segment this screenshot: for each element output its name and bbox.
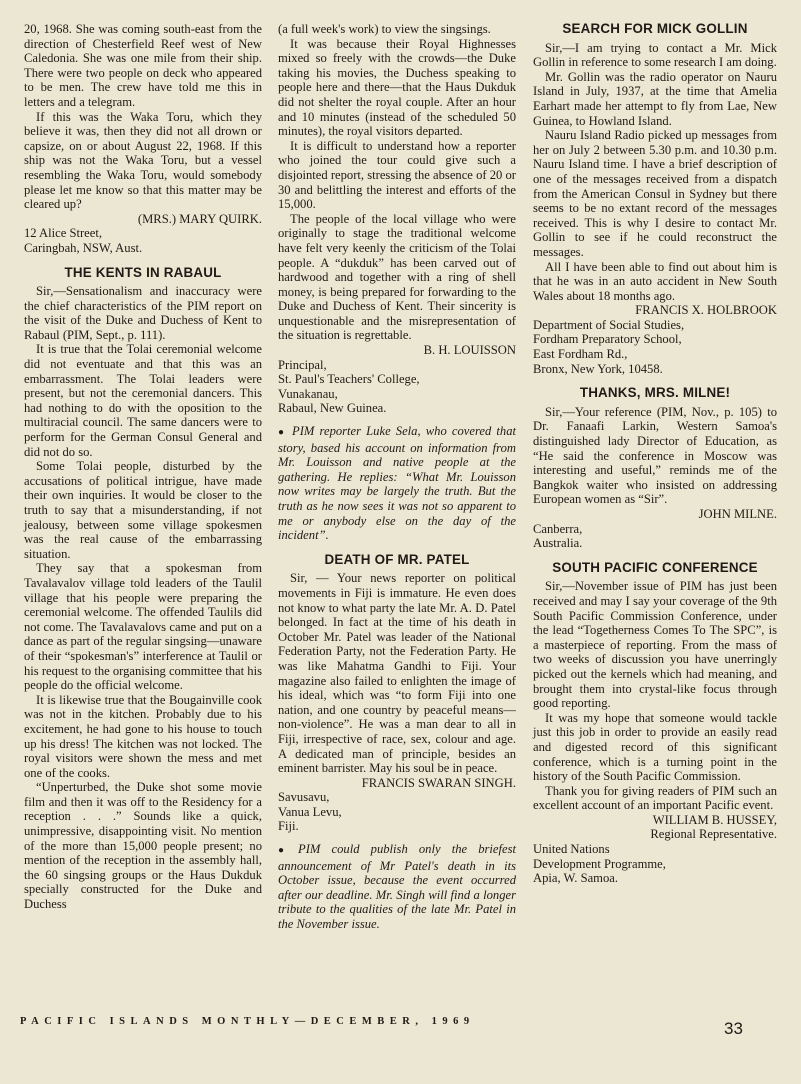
letter-paragraph: It was because their Royal Highnesses mixed so freely with the crowds—the Duke taking his movies, the Duchess speaking to people here and there—that the Haus Dukduk did not shelter the royal couple. After an hour and 10 minutes (instead of the scheduled 50 minutes), the royal visitors departed. xyxy=(278,36,516,139)
letter-address: 12 Alice Street, xyxy=(24,226,102,241)
letter-address: Vunakanau, xyxy=(278,386,338,401)
column-3 xyxy=(533,22,777,886)
column-2 xyxy=(278,22,516,932)
letter-paragraph: It is difficult to understand how a reporter who joined the tour could give such a disjointed report, stressing the absence of 20 or 30 and belittling the interest and efforts of the 15,000. xyxy=(278,138,516,212)
editor-note xyxy=(278,424,516,543)
section-heading: THE KENTS IN RABAUL xyxy=(64,264,222,280)
editor-note-text: PIM could publish only the briefest announcement of Mr Patel's death in its October issue, because the event occurred after our deadline. Mr. Singh will find a longer tribute to the qualities of the late Mr. Patel in the November issue. xyxy=(278,842,516,932)
letter-signature: (MRS.) MARY QUIRK. xyxy=(137,211,262,226)
letter-signature: WILLIAM B. HUSSEY, xyxy=(652,812,777,827)
letter-paragraph: Thank you for giving readers of PIM such an excellent account of an important Pacific event. xyxy=(533,783,777,813)
letter-address: Australia. xyxy=(533,536,583,551)
letter-address: Savusavu, xyxy=(278,790,330,805)
letter-signature: Regional Representative. xyxy=(650,827,777,842)
letter-address: Principal, xyxy=(278,357,327,372)
letter-address: Apia, W. Samoa. xyxy=(533,871,619,886)
letter-paragraph: Sir,—Sensationalism and inaccuracy were the chief characteristics of the PIM report on the visit of the Duke and Duchess of Kent to Rabaul (PIM, Sept., p. 111). xyxy=(24,284,262,342)
running-footer: PACIFIC ISLANDS MONTHLY—DECEMBER, 1969 xyxy=(20,1016,475,1027)
letter-address: Rabaul, New Guinea. xyxy=(278,401,387,416)
letter-address: Fordham Preparatory School, xyxy=(533,332,682,347)
letter-paragraph: “Unperturbed, the Duke shot some movie film and then it was off to the Residency for a reception . . .” Sounds like a quick, unimpressive, disappointing visit. No mention of the more than 15,000 people present; no mention of the reception in the assembly hall, the 60 singsing groups or the Haus Dukduk specially constructed for the Duke and Duchess xyxy=(24,780,262,912)
letter-address: East Fordham Rd., xyxy=(533,347,628,362)
section-heading: THANKS, MRS. MILNE! xyxy=(579,385,731,401)
letter-paragraph: It is true that the Tolai ceremonial welcome did not eventuate and that this was an embarrassment. The Tolai leaders were present, but not the ceremonial dancers. This had nothing to do with the oposition to the multiracial council. The same dancers were to perform for the German Consul General and did not do so. xyxy=(24,342,262,459)
letter-address: Canberra, xyxy=(533,521,583,536)
letter-signature: FRANCIS X. HOLBROOK xyxy=(635,303,777,318)
letter-paragraph: (a full week's work) to view the singsings. xyxy=(278,22,491,36)
letter-paragraph: If this was the Waka Toru, which they believe it was, then they did not all drown or capsize, on or about August 22, 1968. If this ship was not the Waka Toru, but a vessel resembling the Waka Toru, would somebody please let me know so that this matter may be cleared up? xyxy=(24,109,262,212)
letter-paragraph: Sir, — Your news reporter on political movements in Fiji is immature. He even does not know to what party the late Mr. A. D. Patel belonged. In fact at the time of his death in October Mr. Patel was leader of the National Federation Party, not the Federation Party. He was like Mahatma Gandhi to Fiji. Your magazine also failed to enlighten the image of his ideal, which was “to form Fiji into one nation, and one country by peaceful means—non-violence”. He was a man dear to all in Fiji, irrespective of race, sex, colour and age. A dedicated man of principle, besides an eminent barrister. May his soul be in peace. xyxy=(278,571,516,776)
letter-paragraph: It is likewise true that the Bougainville cook was not in the kitchen. Probably due to his excitement, he had gone to his house to touch up his dress! The kitchen was not locked. The royal visitors were shown the mess and met one of the cooks. xyxy=(24,692,262,780)
letter-paragraph: Some Tolai people, disturbed by the accusations of political intrigue, have made their own inquiries. It would be closer to the truth to say that a misunderstanding, if not jealousy, between some village spokesmen was the real cause of the embarrassing situation. xyxy=(24,459,262,561)
letter-paragraph: Sir,—I am trying to contact a Mr. Mick Gollin in reference to some research I am doing. xyxy=(533,40,777,70)
letter-paragraph: All I have been able to find out about him is that he was in an auto accident in New South Wales about 18 months ago. xyxy=(533,259,777,303)
section-heading: DEATH OF MR. PATEL xyxy=(324,551,470,567)
letter-signature: JOHN MILNE. xyxy=(698,507,777,521)
section-heading: SOUTH PACIFIC CONFERENCE xyxy=(552,559,758,575)
letter-paragraph: 20, 1968. She was coming south-east from the direction of Chesterfield Reef west of New Caledonia. She was one mile from their ship. There were two people on deck who appeared to be men. The crew have told me this in letters and a telegram. xyxy=(24,22,262,109)
letter-paragraph: Mr. Gollin was the radio operator on Nauru Island in July, 1937, at the time that Amelia Earhart made her attempt to fly from Lae, New Guinea, to Howland Island. xyxy=(533,69,777,128)
letter-paragraph: It was my hope that someone would tackle just this job in order to provide an easily read and digested record of this significant conference, which is a turning point in the history of the South Pacific Commission. xyxy=(533,710,777,784)
letter-address: Vanua Levu, xyxy=(278,804,342,819)
letter-signature: FRANCIS SWARAN SINGH. xyxy=(361,775,516,790)
letter-paragraph: They say that a spokesman from Tavalavalov village told leaders of the Taulil village that his people were preparing the ceremonial welcome. The offended Taulils did not come. The Tavalavalovs came and put on a dance as part of the regular singsing—unaware of their “spokesman's” interference at Taulil or his request to the organising committee that his people do the official welcome. xyxy=(24,561,262,693)
letter-address: United Nations xyxy=(533,842,610,857)
letter-address: St. Paul's Teachers' College, xyxy=(278,372,420,387)
bullet-icon: ● xyxy=(278,845,293,857)
editor-note xyxy=(278,842,516,932)
letter-paragraph: The people of the local village who were originally to stage the traditional welcome have felt very keenly the criticism of the Tolai people. A “dukduk” has been carved out of hardwood and together with a ring of shell money, is being prepared for forwarding to the Duke and Duchess of Kent. Their sincerity is unquestionable and the misrepresentation of the situation is regrettable. xyxy=(278,211,516,343)
letter-paragraph: Nauru Island Radio picked up messages from her on July 2 between 5.30 p.m. and 10.30 p.m. Nauru Island time. I have a brief description of one of the messages received from a dispatch from the American Consul in Sydney but there seems to be no extant record of the messages received. This is why I desire to contact Mr. Gollin to see if he could reconstruct the messages. xyxy=(533,128,777,259)
letter-address: Caringbah, NSW, Aust. xyxy=(24,240,143,255)
letter-address: Fiji. xyxy=(278,819,299,834)
editor-note-text: PIM reporter Luke Sela, who covered that story, based his account on information from Mr. Louisson and native people at the gathering. He replies: “What Mr. Louisson now writes may be largely the truth. But the truth as he now sees it was not so apparent to me or anybody else on the day of the incident”. xyxy=(278,424,516,543)
bullet-icon: ● xyxy=(278,427,287,439)
column-1 xyxy=(24,22,262,912)
letter-address: Department of Social Studies, xyxy=(533,317,685,332)
page-number: 33 xyxy=(724,1019,743,1038)
letter-address: Bronx, New York, 10458. xyxy=(533,361,663,376)
letter-paragraph: Sir,—Your reference (PIM, Nov., p. 105) to Dr. Fanaafi Larkin, Western Samoa's distinguished lady Director of Education, as “He said the conference in Moscow was interesting and useful,” reminds me of the Bangkok waiter who insisted on addressing European women as “Sir”. xyxy=(533,404,777,507)
section-heading: SEARCH FOR MICK GOLLIN xyxy=(562,21,748,36)
letter-paragraph: Sir,—November issue of PIM has just been received and may I say your coverage of the 9th South Pacific Commission Conference, under the lead “Togetherness Comes To The SPC”, is a masterpiece of reporting. From the mass of two weeks of discussion you have unerringly picked out the kernels which had meaning, and brought them into crystal-like focus through good reporting. xyxy=(533,579,777,711)
letter-address: Development Programme, xyxy=(533,856,666,871)
letter-signature: B. H. LOUISSON xyxy=(423,343,516,358)
